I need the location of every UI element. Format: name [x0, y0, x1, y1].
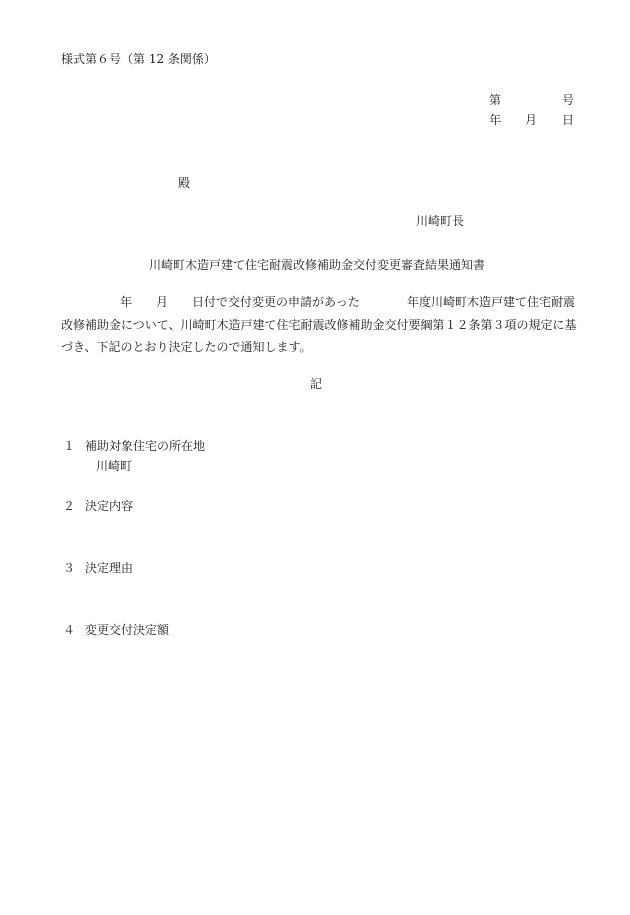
body-line-2: 改修補助金について、川崎町木造戸建て住宅耐震改修補助金交付要綱第１２条第３項の規定に基 [61, 318, 577, 332]
item-number: ３ [63, 561, 76, 575]
ki-heading: 記 [310, 377, 323, 391]
body-fiscal-year-text: 年度川崎町木造戸建て住宅耐震 [407, 295, 576, 309]
date-month-label: 月 [525, 113, 538, 127]
body-application-text: 日付で交付変更の申請があった [192, 295, 360, 309]
doc-number-label: 第 [489, 93, 502, 107]
sender: 川崎町長 [416, 214, 465, 228]
date-day-label: 日 [562, 113, 575, 127]
body-line-1 [0, 296, 630, 310]
item-number: ２ [63, 499, 76, 513]
item-label-reason: 決定理由 [85, 561, 134, 575]
date-year-label: 年 [489, 113, 502, 127]
document-title: 川崎町木造戸建て住宅耐震改修補助金交付変更審査結果通知書 [149, 258, 486, 272]
item-value-location: 川崎町 [96, 459, 133, 473]
doc-number-suffix: 号 [562, 93, 575, 107]
body-line-3: づき、下記のとおり決定したので通知します。 [61, 340, 312, 354]
body-month-label: 月 [156, 295, 169, 309]
item-label-amount: 変更交付決定額 [85, 623, 170, 637]
body-year-label: 年 [120, 295, 133, 309]
form-number: 様式第６号（第 12 条関係） [61, 52, 216, 66]
item-label-location: 補助対象住宅の所在地 [85, 439, 206, 453]
item-number: １ [63, 439, 76, 453]
item-number: ４ [63, 623, 76, 637]
item-label-decision: 決定内容 [85, 499, 134, 513]
addressee-honorific: 殿 [178, 176, 191, 190]
